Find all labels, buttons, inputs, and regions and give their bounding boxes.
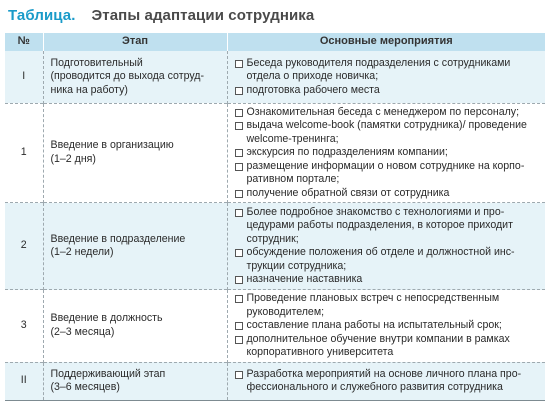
stage-number: 1 — [5, 103, 43, 203]
adaptation-stages-table — [5, 33, 545, 401]
activity-item — [234, 292, 544, 319]
stage-line: (2–3 месяца) — [50, 325, 115, 338]
activity-item — [234, 187, 544, 201]
stage-name — [43, 203, 227, 290]
activity-list — [234, 57, 544, 98]
stage-line: Подготовительный — [50, 56, 143, 69]
column-header-stage: Этап — [43, 33, 227, 51]
activity-line: обсуждение положения об отделе и должностной инс- — [246, 246, 515, 258]
column-header-activities: Основные мероприятия — [227, 33, 545, 51]
stage-activities — [227, 290, 545, 363]
activity-item — [234, 273, 544, 287]
activity-line: Разработка мероприятий на основе личного плана про- — [246, 367, 522, 380]
activity-list — [234, 206, 544, 287]
stage-line: (1–2 недели) — [50, 246, 114, 258]
stage-line: (3–6 месяцев) — [50, 381, 120, 393]
stage-line: Введение в должность — [50, 312, 163, 325]
table-row — [5, 203, 545, 290]
activity-item — [234, 368, 544, 395]
stage-number: I — [5, 51, 43, 103]
stage-number: II — [5, 362, 43, 400]
table-caption — [8, 7, 314, 24]
stage-line: Введение в организацию — [50, 139, 174, 152]
stage-name — [43, 51, 227, 103]
stage-number: 3 — [5, 290, 43, 363]
activity-list — [234, 368, 544, 395]
activity-line: welcome-тренинга; — [246, 132, 339, 145]
activity-line: Ознакомительная беседа с менеджером по персоналу; — [246, 105, 520, 118]
activity-line: корпоративного университета — [246, 346, 394, 358]
table-row — [5, 362, 545, 400]
table-title: Этапы адаптации сотрудника — [91, 7, 315, 24]
activity-item — [234, 119, 544, 146]
stage-name — [43, 103, 227, 203]
activity-item — [234, 146, 544, 160]
table-row — [5, 51, 545, 103]
stage-activities — [227, 103, 545, 203]
table-label: Таблица. — [8, 7, 76, 24]
activity-item — [234, 333, 544, 360]
activity-item — [234, 84, 544, 98]
activity-list — [234, 292, 544, 360]
activity-item — [234, 319, 544, 333]
activity-line: Беседа руководителя подразделения с сотрудниками — [246, 56, 511, 69]
stage-activities — [227, 203, 545, 290]
activity-line: выдача welcome-book (памятки сотрудника)/ проведение — [246, 119, 527, 131]
activity-line: экскурсия по подразделениям компании; — [246, 146, 448, 158]
activity-line: руководителем; — [246, 305, 325, 318]
stage-line: ника на работу) — [50, 83, 128, 96]
activity-line: подготовка рабочего места — [246, 83, 380, 96]
activity-line: ративном портале; — [246, 173, 340, 185]
activity-item — [234, 106, 544, 120]
activity-line: сотрудник; — [246, 232, 299, 245]
table-row — [5, 290, 545, 363]
activity-item — [234, 57, 544, 84]
stage-number: 2 — [5, 203, 43, 290]
activity-line: Проведение плановых встреч с непосредственным — [246, 292, 500, 304]
stage-line: (проводится до выхода сотруд- — [50, 70, 204, 82]
column-header-num: № — [5, 33, 43, 51]
stage-name — [43, 290, 227, 363]
stage-name — [43, 362, 227, 400]
activity-line: фессионального и служебного развития сотрудника — [246, 381, 503, 393]
table-body — [5, 51, 545, 400]
activity-line: назначение наставника — [246, 273, 363, 285]
activity-line: дополнительное обучение внутри компании в рамках — [246, 332, 510, 345]
activity-line: составление плана работы на испытательный срок; — [246, 319, 502, 331]
activity-item — [234, 206, 544, 247]
activity-line: получение обратной связи от сотрудника — [246, 186, 450, 199]
activity-item — [234, 246, 544, 273]
activity-line: отдела о приходе новичка; — [246, 70, 379, 82]
stage-line: Поддерживающий этап — [50, 367, 166, 380]
stage-activities — [227, 362, 545, 400]
activity-list — [234, 106, 544, 201]
activity-line: трукции сотрудника; — [246, 259, 347, 272]
table-row — [5, 103, 545, 203]
stage-activities — [227, 51, 545, 103]
stage-line: (1–2 дня) — [50, 152, 96, 165]
activity-line: Более подробное знакомство с технологиями и про- — [246, 205, 505, 218]
activity-line: размещение информации о новом сотруднике на корпо- — [246, 159, 525, 172]
activity-item — [234, 160, 544, 187]
stage-line: Введение в подразделение — [50, 232, 186, 245]
table-header-row — [5, 33, 545, 51]
activity-line: цедурами работы подразделения, в которое приходит — [246, 219, 513, 231]
